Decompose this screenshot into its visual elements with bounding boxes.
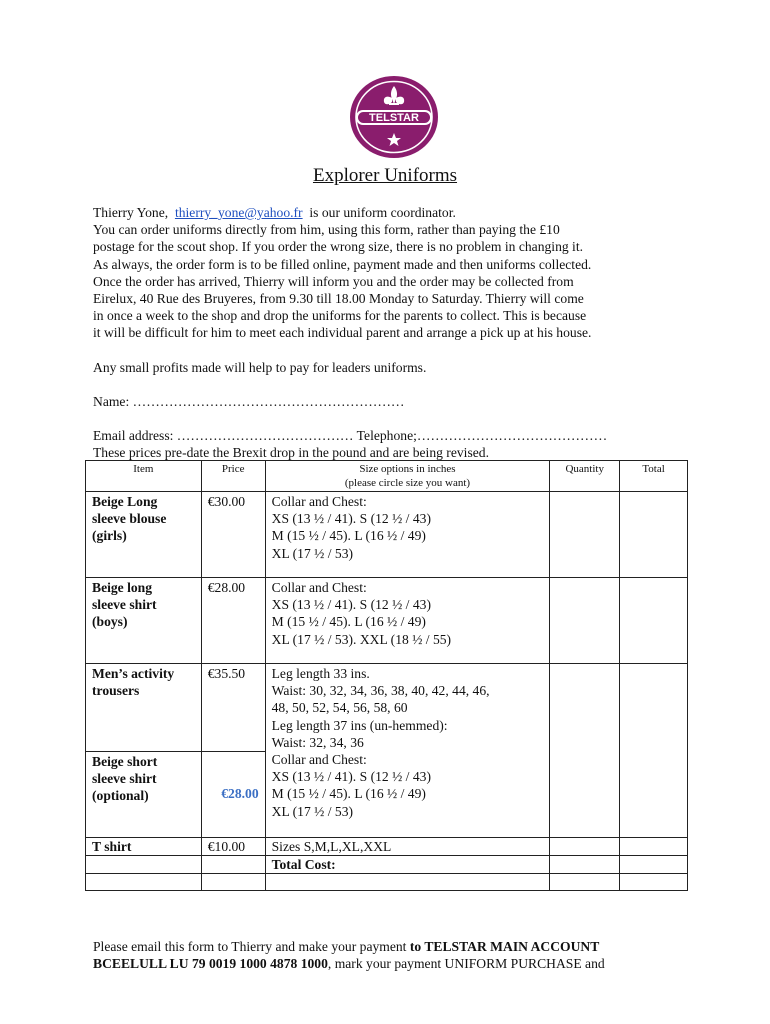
size-line[interactable]: XL (17 ½ / 53) — [271, 545, 354, 561]
page-title: Explorer Uniforms — [312, 165, 458, 186]
size-line[interactable]: XL (17 ½ / 53) — [271, 803, 354, 819]
payment-text: , mark your payment UNIFORM PURCHASE and — [327, 956, 605, 972]
size-line[interactable]: XS (13 ½ / 41). S (12 ½ / 43) — [271, 511, 431, 527]
size-line[interactable]: M (15 ½ / 45). L (16 ½ / 49) — [271, 614, 426, 630]
table-row — [86, 578, 688, 664]
price-cell — [201, 751, 265, 837]
item-line: sleeve shirt — [92, 770, 157, 786]
size-line: Collar and Chest: — [271, 494, 367, 509]
table-row — [86, 751, 688, 837]
coordinator-prefix: Thierry Yone, — [93, 205, 169, 220]
item-line: (optional) — [92, 787, 149, 803]
item-line: sleeve blouse — [92, 511, 167, 527]
intro-line: Once the order has arrived, Thierry will inform you and the order may be collected from — [93, 273, 574, 289]
size-cell[interactable]: Sizes S,M,L,XL,XXL — [265, 837, 550, 855]
item-line: (boys) — [92, 614, 128, 630]
total-cost-value[interactable] — [620, 855, 688, 873]
item-line: Men’s activity — [92, 666, 175, 681]
size-line: Collar and Chest: — [271, 752, 367, 768]
header-item: Item — [86, 461, 202, 492]
size-line[interactable]: XS (13 ½ / 41). S (12 ½ / 43) — [271, 597, 431, 613]
intro-line: As always, the order form is to be filled online, payment made and then uniforms collected. — [93, 256, 592, 272]
price-cell: €35.50 — [201, 664, 265, 752]
quantity-cell[interactable] — [550, 855, 620, 873]
header-size-line1: Size options in inches — [359, 463, 456, 475]
quantity-cell[interactable] — [550, 578, 620, 664]
empty-cell — [265, 873, 550, 890]
account-name: to TELSTAR MAIN ACCOUNT — [409, 939, 600, 954]
intro-line: it will be difficult for him to meet each individual parent and arrange a pick up at his house. — [93, 325, 592, 341]
empty-cell — [201, 855, 265, 873]
intro-line: Eirelux, 40 Rue des Bruyeres, from 9.30 till 18.00 Monday to Saturday. Thierry will come — [93, 291, 584, 307]
empty-cell — [201, 873, 265, 890]
total-cost-row — [86, 855, 688, 873]
price-cell: €28.00 — [201, 578, 265, 664]
price-cell: €30.00 — [201, 492, 265, 578]
size-line[interactable]: XL (17 ½ / 53). XXL (18 ½ / 55) — [271, 631, 452, 647]
quantity-cell[interactable] — [550, 751, 620, 837]
header-size — [265, 461, 550, 492]
size-line: Leg length 33 ins. — [271, 666, 370, 681]
logo-text: TELSTAR — [369, 112, 419, 124]
account-number: BCEELULL LU 79 0019 1000 4878 1000 — [93, 956, 328, 972]
empty-cell — [550, 873, 620, 890]
item-cell: T shirt — [86, 837, 202, 855]
size-cell[interactable] — [265, 492, 550, 578]
quantity-cell[interactable] — [550, 664, 620, 752]
item-line: Beige short — [92, 753, 158, 769]
size-line[interactable]: M (15 ½ / 45). L (16 ½ / 49) — [271, 528, 426, 544]
intro-line: in once a week to the shop and drop the uniforms for the parents to collect. This is because — [93, 308, 587, 324]
item-line: (girls) — [92, 528, 127, 544]
empty-cell — [620, 873, 688, 890]
size-line: Collar and Chest: — [271, 580, 367, 595]
price-value: €28.00 — [221, 786, 259, 802]
payment-line — [93, 938, 713, 955]
quantity-cell[interactable] — [550, 837, 620, 855]
price-cell: €10.00 — [201, 837, 265, 855]
item-cell — [86, 578, 202, 664]
total-cell[interactable] — [620, 492, 688, 578]
header-quantity: Quantity — [550, 461, 620, 492]
payment-line — [93, 955, 713, 972]
intro-paragraph — [93, 204, 713, 342]
intro-line: postage for the scout shop. If you order the wrong size, there is no problem in changing it. — [93, 239, 584, 255]
table-row — [86, 664, 688, 752]
item-line: trousers — [92, 683, 140, 699]
size-line[interactable]: 48, 50, 52, 54, 56, 58, 60 — [271, 700, 408, 716]
header-price: Price — [201, 461, 265, 492]
total-cost-label: Total Cost: — [265, 855, 550, 873]
blank-row — [86, 873, 688, 890]
size-cell[interactable] — [265, 664, 550, 752]
item-line: sleeve shirt — [92, 597, 157, 613]
total-cell[interactable] — [620, 837, 688, 855]
brexit-note: These prices pre-date the Brexit drop in the pound and are being revised. — [93, 445, 489, 460]
table-header-row — [86, 461, 688, 492]
table-row — [86, 837, 688, 855]
payment-text: Please email this form to Thierry and make your payment — [93, 939, 410, 954]
item-cell — [86, 751, 202, 837]
size-cell[interactable] — [265, 578, 550, 664]
coordinator-suffix: is our uniform coordinator. — [309, 205, 456, 220]
header-total: Total — [620, 461, 688, 492]
item-cell — [86, 492, 202, 578]
intro-line: You can order uniforms directly from him, using this form, rather than paying the £10 — [93, 222, 560, 238]
empty-cell — [86, 855, 202, 873]
empty-cell — [86, 873, 202, 890]
telstar-logo — [348, 74, 440, 160]
item-line: Beige Long — [92, 494, 158, 509]
item-cell — [86, 664, 202, 752]
coordinator-line — [93, 204, 713, 221]
total-cell[interactable] — [620, 664, 688, 752]
profits-note: Any small profits made will help to pay for leaders uniforms. — [93, 360, 427, 375]
size-line: Leg length 37 ins (un-hemmed): — [271, 717, 448, 733]
coordinator-email-link[interactable]: thierry_yone@yahoo.fr — [174, 205, 303, 220]
size-line[interactable]: M (15 ½ / 45). L (16 ½ / 49) — [271, 786, 426, 802]
size-line[interactable]: XS (13 ½ / 41). S (12 ½ / 43) — [271, 769, 431, 785]
header-size-line2: (please circle size you want) — [344, 477, 471, 489]
size-line[interactable]: Waist: 30, 32, 34, 36, 38, 40, 42, 44, 46, — [271, 683, 490, 699]
total-cell[interactable] — [620, 751, 688, 837]
payment-instructions — [93, 938, 713, 972]
email-telephone-line[interactable]: Email address: ………………………………… Telephone;…………………………………… — [93, 428, 608, 443]
size-line[interactable]: Waist: 32, 34, 36 — [271, 734, 364, 750]
total-cell[interactable] — [620, 578, 688, 664]
size-cell[interactable] — [265, 751, 550, 837]
order-table — [85, 460, 688, 891]
table-row — [86, 492, 688, 578]
item-line: Beige long — [92, 580, 153, 595]
quantity-cell[interactable] — [550, 492, 620, 578]
name-field-line[interactable]: Name: …………………………………………………… — [93, 394, 405, 409]
